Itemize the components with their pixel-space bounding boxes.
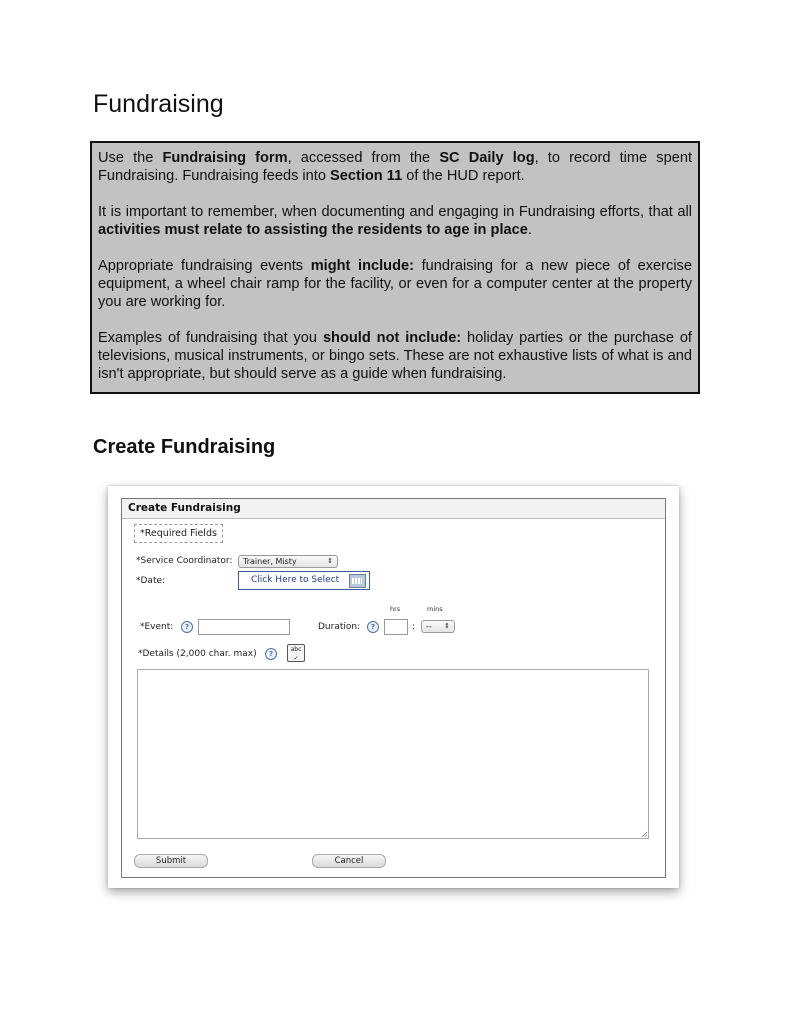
text-run: fundraising for a new piece of exercise equipment, a wheel chair ramp for the facility, or even for a computer center at the property you are working for. [98, 258, 692, 310]
info-paragraph-4 [98, 329, 692, 383]
date-button-label: Click Here to Select [251, 575, 340, 585]
text-run: , accessed from the [287, 150, 440, 166]
text-run-bold: Section 11 [330, 168, 403, 184]
info-box [90, 141, 700, 394]
form-header: Create Fundraising [122, 499, 665, 519]
event-input[interactable] [198, 619, 290, 635]
duration-separator: : [412, 622, 416, 632]
spell-check-label: abc [290, 646, 302, 653]
text-run-bold: activities must relate to assisting the residents to age in place [98, 222, 528, 238]
section-heading: Create Fundraising [93, 436, 276, 458]
details-textarea[interactable] [137, 669, 649, 839]
text-run-bold: Fundraising form [162, 150, 288, 166]
calendar-icon [349, 574, 366, 588]
duration-hours-input[interactable] [384, 619, 408, 635]
page-title: Fundraising [93, 90, 224, 118]
info-paragraph-1 [98, 149, 692, 185]
service-coordinator-value: Trainer, Misty [243, 557, 297, 566]
select-arrows-icon: ⇕ [444, 622, 450, 630]
form-screenshot [108, 486, 679, 888]
text-run-bold: might include: [310, 258, 414, 274]
text-run: Use the [98, 150, 163, 166]
hrs-label: hrs [390, 605, 401, 613]
event-label: *Event: [140, 622, 174, 632]
text-run-bold: should not include: [322, 330, 462, 346]
date-label: *Date: [136, 576, 166, 586]
text-run: , to record time spent Fundraising. Fundraising feeds into [98, 150, 693, 184]
text-run: holiday parties or the purchase of televisions, musical instruments, or bingo sets. These are not exhaustive lists of what is and isn't appropriate, but should serve as a guide when fundraising. [98, 330, 692, 382]
text-run-bold: SC Daily log [439, 150, 535, 166]
submit-button[interactable]: Submit [134, 854, 208, 868]
required-fields-note: *Required Fields [134, 524, 223, 543]
event-help-icon[interactable]: ? [181, 621, 193, 633]
text-run: It is important to remember, when documenting and engaging in Fundraising efforts, that all [98, 204, 692, 220]
duration-help-icon[interactable]: ? [367, 621, 379, 633]
duration-label: Duration: [318, 622, 361, 632]
spell-check-icon[interactable]: abc ✓ [287, 644, 305, 662]
resize-grip-icon[interactable] [641, 831, 647, 837]
date-select-button[interactable] [238, 571, 370, 590]
cancel-button[interactable]: Cancel [312, 854, 386, 868]
details-label: *Details (2,000 char. max) [138, 649, 257, 659]
text-run: . [527, 222, 532, 238]
text-run: Appropriate fundraising events [98, 258, 311, 274]
mins-label: mins [427, 605, 443, 613]
select-arrows-icon: ⇕ [327, 557, 333, 565]
text-run: Examples of fundraising that you [98, 330, 323, 346]
service-coordinator-select[interactable] [238, 555, 338, 568]
info-paragraph-2 [98, 203, 692, 239]
service-coordinator-label: *Service Coordinator: [136, 556, 233, 566]
duration-mins-select[interactable] [421, 620, 455, 633]
details-help-icon[interactable]: ? [265, 648, 277, 660]
create-fundraising-form [121, 498, 666, 878]
text-run: of the HUD report. [402, 168, 525, 184]
duration-mins-value: -- [426, 622, 432, 631]
info-paragraph-3 [98, 257, 692, 311]
